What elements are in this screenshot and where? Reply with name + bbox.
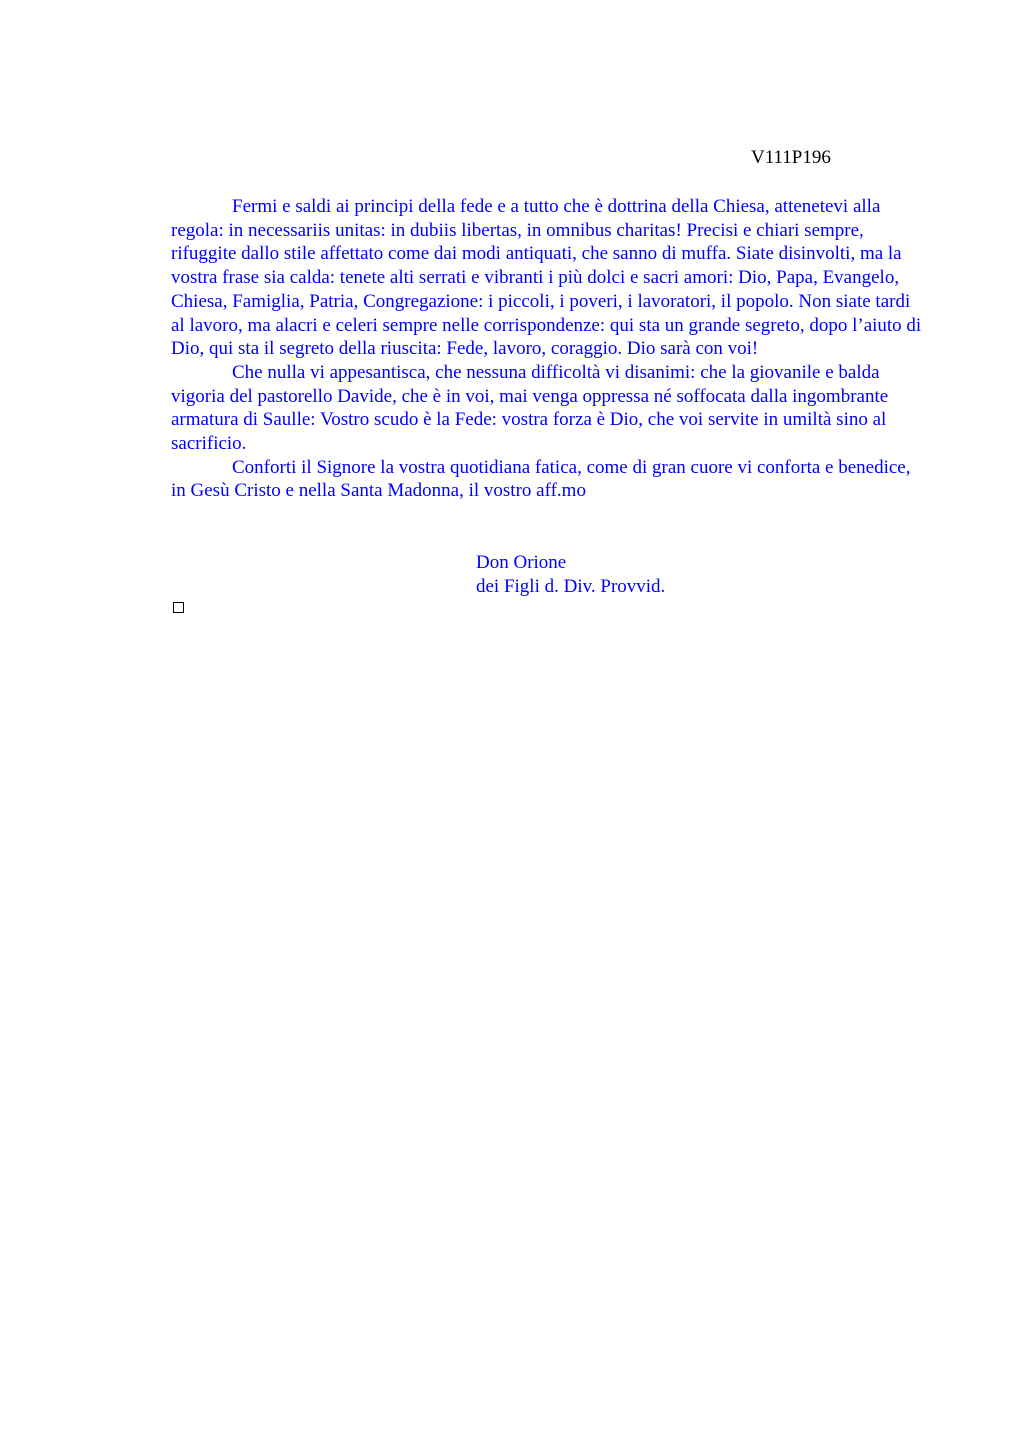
page-reference: V111P196: [751, 147, 831, 168]
square-outline-icon: [173, 602, 184, 613]
letter-body: [171, 195, 926, 503]
paragraph-2: Che nulla vi appesantisca, che nessuna difficoltà vi disanimi: che la giovanile e balda vigoria del pastorello Davide, che è in voi, mai venga oppressa né soffocata dalla ingombrante armatura di Saulle: Vostro scudo è la Fede: vostra forza è Dio, che voi servite in umiltà sino al sacrificio.: [171, 361, 889, 455]
signature-block: [476, 551, 665, 599]
signature-name: Don Orione: [476, 552, 567, 573]
paragraph-1: Fermi e saldi ai principi della fede e a tutto che è dottrina della Chiesa, attenetevi alla regola: in necessariis unitas: in dubiis libertas, in omnibus charitas! Precisi e chiari sempre, rifuggite dallo stile affettato come dai modi antiquati, che sanno di muffa. Siate disinvolti, ma la vostra frase sia calda: tenete alti serrati e vibranti i più dolci e sacri amori: Dio, Papa, Evangelo, Chiesa, Famiglia, Patria, Congregazione: i piccoli, i poveri, i lavoratori, il popolo. Non siate tardi al lavoro, ma alacri e celeri sempre nelle corrispondenze: qui sta un grande segreto, dopo l’aiuto di Dio, qui sta il segreto della riuscita: Fede, lavoro, coraggio. Dio sarà con voi!: [171, 196, 922, 360]
signature-title: dei Figli d. Div. Provvid.: [476, 576, 666, 597]
paragraph-3: Conforti il Signore la vostra quotidiana fatica, come di gran cuore vi conforta e benedice, in Gesù Cristo e nella Santa Madonna, il vostro aff.mo: [171, 456, 911, 502]
